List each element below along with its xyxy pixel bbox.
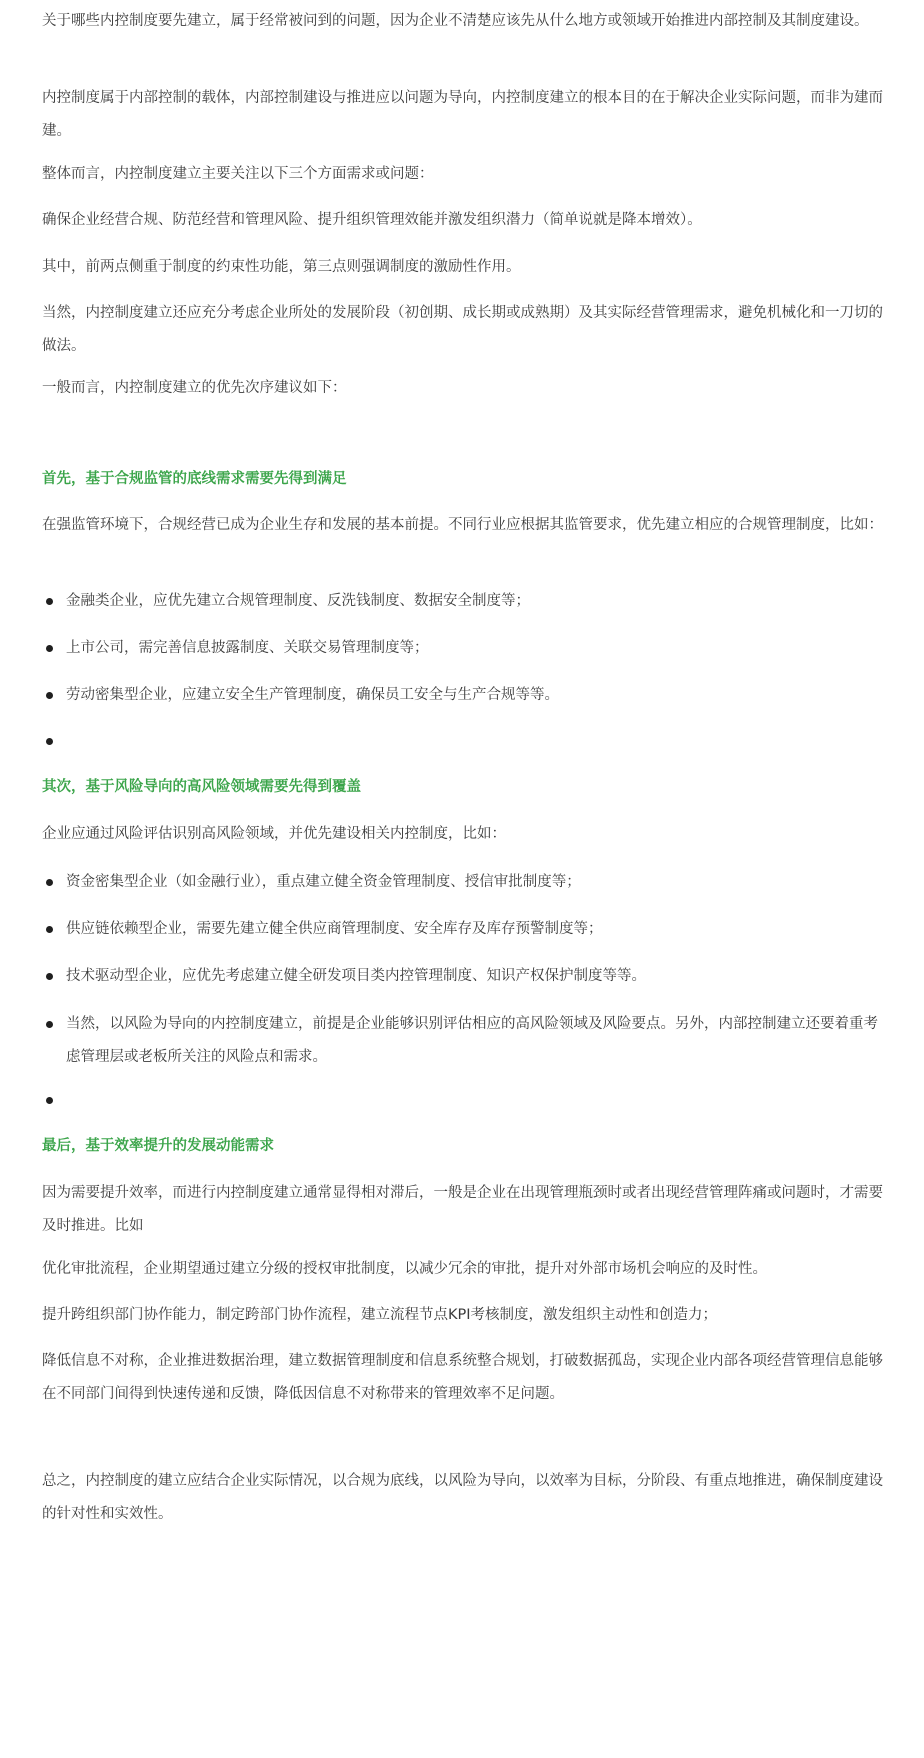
intro-paragraph-6: 当然，内控制度建立还应充分考虑企业所处的发展阶段（初创期、成长期或成熟期）及其实际经营管理需求，避免机械化和一刀切的做法。 <box>42 305 883 354</box>
intro-paragraph-5: 其中，前两点侧重于制度的约束性功能，第三点则强调制度的激励性作用。 <box>42 259 521 275</box>
list-item <box>42 1008 884 1074</box>
bullet-icon <box>46 692 53 699</box>
section-1-heading: 首先，基于合规监管的底线需求需要先得到满足 <box>42 471 347 487</box>
list-item <box>42 632 884 665</box>
list-item-text: 劳动密集型企业，应建立安全生产管理制度，确保员工安全与生产合规等等。 <box>66 687 559 703</box>
list-item <box>42 679 884 712</box>
list-item-text: 上市公司，需完善信息披露制度、关联交易管理制度等； <box>66 640 429 656</box>
intro-paragraph-1: 关于哪些内控制度要先建立，属于经常被问到的问题，因为企业不清楚应该先从什么地方或领域开始推进内部控制及其制度建设。 <box>42 13 869 29</box>
section-2-paragraph: 企业应通过风险评估识别高风险领域，并优先建设相关内控制度，比如： <box>42 826 506 842</box>
intro-paragraph-4: 确保企业经营合规、防范经营和管理风险、提升组织管理效能并激发组织潜力（简单说就是降本增效）。 <box>42 212 702 228</box>
intro-paragraph-2: 内控制度属于内部控制的载体，内部控制建设与推进应以问题为导向，内控制度建立的根本目的在于解决企业实际问题，而非为建而建。 <box>42 90 883 139</box>
list-item <box>42 866 884 899</box>
bullet-icon <box>46 973 53 980</box>
list-item-text: 当然，以风险为导向的内控制度建立，前提是企业能够识别评估相应的高风险领域及风险要点。另外，内部控制建立还要着重考虑管理层或老板所关注的风险点和需求。 <box>66 1016 878 1065</box>
bullet-icon <box>46 645 53 652</box>
section-3-paragraph-4: 降低信息不对称，企业推进数据治理，建立数据管理制度和信息系统整合规划，打破数据孤岛，实现企业内部各项经营管理信息能够在不同部门间得到快速传递和反馈，降低因信息不对称带来的管理效率不足问题。 <box>42 1353 883 1402</box>
bullet-icon <box>46 926 53 933</box>
list-item <box>42 585 884 618</box>
section-1-paragraph: 在强监管环境下，合规经营已成为企业生存和发展的基本前提。不同行业应根据其监管要求，优先建立相应的合规管理制度，比如： <box>42 517 883 533</box>
section-2-heading: 其次，基于风险导向的高风险领域需要先得到覆盖 <box>42 779 361 795</box>
section-3-paragraph-2: 优化审批流程，企业期望通过建立分级的授权审批制度，以减少冗余的审批，提升对外部市场机会响应的及时性。 <box>42 1261 767 1277</box>
section-3-paragraph-1: 因为需要提升效率，而进行内控制度建立通常显得相对滞后，一般是企业在出现管理瓶颈时或者出现经营管理阵痛或问题时，才需要及时推进。比如 <box>42 1185 883 1234</box>
list-item <box>42 960 884 993</box>
intro-paragraph-3: 整体而言，内控制度建立主要关注以下三个方面需求或问题： <box>42 166 434 182</box>
list-item-text: 资金密集型企业（如金融行业），重点建立健全资金管理制度、授信审批制度等； <box>66 874 581 890</box>
bullet-icon <box>46 598 53 605</box>
list-item-text: 金融类企业，应优先建立合规管理制度、反洗钱制度、数据安全制度等； <box>66 593 530 609</box>
bullet-icon <box>46 1021 53 1028</box>
list-item <box>42 913 884 946</box>
bullet-icon <box>46 1097 53 1104</box>
bullet-icon <box>46 738 53 745</box>
list-item-text: 技术驱动型企业，应优先考虑建立健全研发项目类内控管理制度、知识产权保护制度等等。 <box>66 968 646 984</box>
section-3-heading: 最后，基于效率提升的发展动能需求 <box>42 1138 274 1154</box>
intro-paragraph-7: 一般而言，内控制度建立的优先次序建议如下： <box>42 380 347 396</box>
bullet-icon <box>46 879 53 886</box>
conclusion-paragraph: 总之，内控制度的建立应结合企业实际情况，以合规为底线，以风险为导向，以效率为目标，分阶段、有重点地推进，确保制度建设的针对性和实效性。 <box>42 1473 883 1522</box>
section-3-paragraph-3: 提升跨组织部门协作能力，制定跨部门协作流程，建立流程节点KPI考核制度，激发组织主动性和创造力； <box>42 1307 718 1323</box>
list-item-text: 供应链依赖型企业，需要先建立健全供应商管理制度、安全库存及库存预警制度等； <box>66 921 603 937</box>
